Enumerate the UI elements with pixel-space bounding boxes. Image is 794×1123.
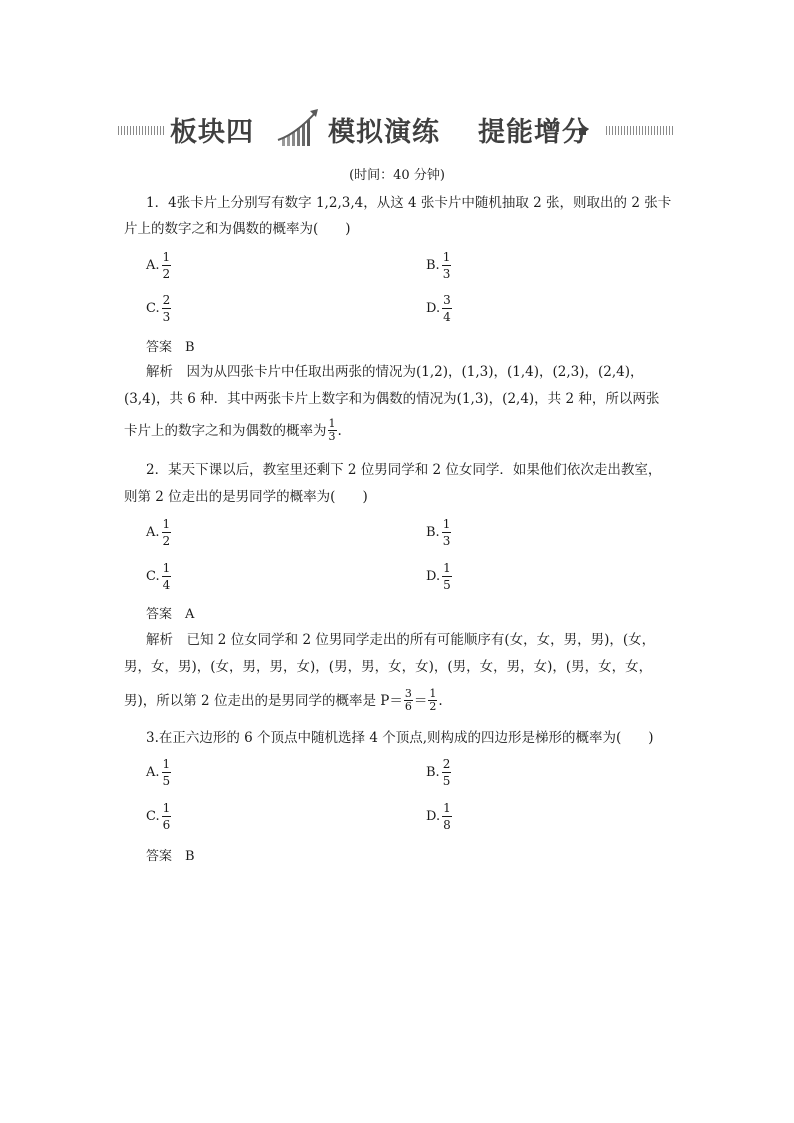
option-letter: C.: [146, 301, 160, 316]
fraction-numerator: 2: [162, 293, 171, 307]
equals-sign: ＝: [413, 692, 428, 709]
growth-chart-icon: [276, 106, 324, 150]
q1-explanation-line1: 解析 因为从四张卡片中任取出两张的情况为(1,2)，(1,3)，(1,4)，(2,3)，(2,4)，: [146, 364, 644, 380]
q2-option-c: [146, 561, 171, 592]
option-fraction: [442, 801, 452, 832]
q2-explanation-line3: [124, 688, 443, 713]
fraction-numerator: 1: [442, 517, 451, 531]
time-limit: (时间：40 分钟): [349, 168, 445, 183]
banner-improve-title: 提能增分: [478, 117, 590, 148]
q1-explanation-line2: (3,4)，共 6 种．其中两张卡片上数字和为偶数的情况为(1,3)，(2,4)，共 2 种，所以两张: [124, 391, 660, 407]
fraction-denominator: 5: [162, 774, 171, 788]
fraction-denominator: 3: [328, 430, 336, 443]
fraction-denominator: 3: [442, 534, 451, 548]
fraction-denominator: 2: [429, 700, 437, 713]
option-fraction: [162, 250, 172, 281]
q2-stem-line1: 2．某天下课以后，教室里还剩下 2 位男同学和 2 位女同学．如果他们依次走出教室，: [146, 462, 662, 478]
option-letter: A.: [146, 258, 160, 273]
q3-option-a: [146, 757, 171, 788]
explanation-fraction: [404, 688, 413, 713]
option-fraction: [162, 561, 172, 592]
fraction-numerator: 3: [443, 293, 451, 307]
option-letter: C.: [146, 809, 160, 824]
option-letter: D.: [426, 809, 441, 824]
q1-option-b: [426, 250, 451, 281]
q3-answer: 答案 B: [146, 849, 195, 864]
q2-option-d: [426, 561, 452, 592]
q1-answer: 答案 B: [146, 340, 195, 355]
q1-option-d: [426, 293, 452, 324]
fraction-denominator: 4: [443, 310, 451, 324]
q1-option-c: [146, 293, 171, 324]
option-letter: B.: [426, 765, 440, 780]
fraction-numerator: 1: [162, 801, 171, 815]
fraction-numerator: 3: [404, 687, 412, 700]
option-fraction: [162, 757, 172, 788]
option-fraction: [442, 250, 452, 281]
explanation-text: 男)，所以第 2 位走出的是男同学的概率是 P＝: [124, 692, 403, 709]
fraction-numerator: 1: [162, 517, 171, 531]
q3-option-b: [426, 757, 451, 788]
explanation-fraction: [328, 418, 337, 443]
banner-part-title: 板块四: [170, 117, 254, 148]
explanation-fraction: [428, 688, 437, 713]
fraction-denominator: 5: [443, 578, 451, 592]
fraction-denominator: 3: [162, 310, 171, 324]
q1-stem-line1: 1．4张卡片上分别写有数字 1,2,3,4，从这 4 张卡片中随机抽取 2 张，则取出的 2 张卡: [146, 195, 672, 211]
option-fraction: [442, 517, 452, 548]
option-letter: A.: [146, 765, 160, 780]
banner-exercise-title: 模拟演练: [328, 117, 440, 148]
option-fraction: [162, 293, 172, 324]
option-letter: B.: [426, 525, 440, 540]
q3-option-c: [146, 801, 171, 832]
explanation-period: .: [337, 422, 342, 439]
fraction-denominator: 2: [162, 267, 171, 281]
fraction-numerator: 1: [443, 801, 451, 815]
fraction-denominator: 6: [162, 818, 171, 832]
fraction-denominator: 4: [162, 578, 171, 592]
fraction-denominator: 2: [162, 534, 171, 548]
option-fraction: [442, 293, 452, 324]
q2-option-b: [426, 517, 451, 548]
section-banner: [118, 106, 674, 154]
option-fraction: [442, 757, 452, 788]
q2-answer: 答案 A: [146, 607, 195, 622]
fraction-numerator: 1: [328, 417, 336, 430]
option-letter: B.: [426, 258, 440, 273]
fraction-numerator: 1: [162, 250, 171, 264]
banner-hatch-left: [118, 126, 164, 135]
fraction-numerator: 1: [162, 757, 171, 771]
q2-explanation-line2: 男，女，男)，(女，男，男，女)，(男，男，女，女)，(男，女，男，女)，(男，女，女，: [124, 659, 653, 675]
explanation-period: .: [438, 692, 443, 709]
option-fraction: [442, 561, 452, 592]
fraction-numerator: 1: [442, 250, 451, 264]
explanation-text: 卡片上的数字之和为偶数的概率为: [124, 422, 327, 439]
option-letter: D.: [426, 569, 441, 584]
q2-explanation-line1: 解析 已知 2 位女同学和 2 位男同学走出的所有可能顺序有(女，女，男，男)，(女，: [146, 632, 656, 648]
option-letter: D.: [426, 301, 441, 316]
q2-stem-line2: 则第 2 位走出的是男同学的概率为( ): [124, 489, 368, 505]
fraction-denominator: 3: [442, 267, 451, 281]
q3-option-d: [426, 801, 452, 832]
q1-explanation-line3: [124, 418, 342, 443]
q1-stem-line2: 片上的数字之和为偶数的概率为( ): [124, 221, 351, 237]
banner-hatch-right: [606, 126, 674, 135]
option-fraction: [162, 801, 172, 832]
fraction-numerator: 1: [429, 687, 437, 700]
fraction-denominator: 6: [404, 700, 412, 713]
q3-stem-line1: 3.在正六边形的 6 个顶点中随机选择 4 个顶点,则构成的四边形是梯形的概率为( ): [146, 730, 654, 746]
q2-option-a: [146, 517, 171, 548]
fraction-denominator: 5: [442, 774, 451, 788]
option-letter: A.: [146, 525, 160, 540]
q1-option-a: [146, 250, 171, 281]
fraction-denominator: 8: [443, 818, 451, 832]
fraction-numerator: 1: [443, 561, 451, 575]
option-letter: C.: [146, 569, 160, 584]
option-fraction: [162, 517, 172, 548]
fraction-numerator: 2: [442, 757, 451, 771]
fraction-numerator: 1: [162, 561, 171, 575]
